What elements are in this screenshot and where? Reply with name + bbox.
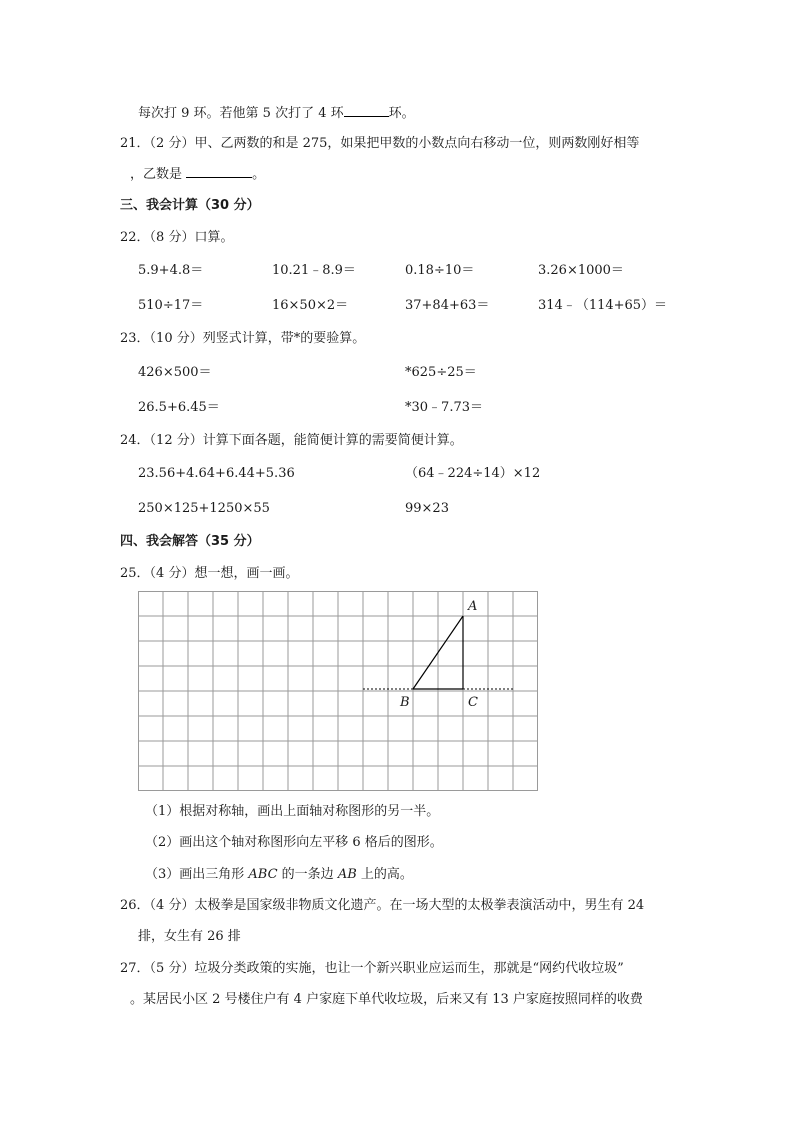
q25-sub3-before: （3）画出三角形 [145, 867, 249, 882]
q22-item-7: 37+84+63＝ [405, 298, 490, 313]
q23-item-1: 426×500＝ [138, 365, 212, 380]
section-4-title: 四、我会解答（35 分） [120, 534, 260, 549]
q22-title: 22．（8 分）口算。 [120, 230, 234, 245]
q21-line1: 21．（2 分）甲、乙两数的和是 275，如果把甲数的小数点向右移动一位，则两数刚好相等 [120, 136, 640, 151]
q21-line2 [130, 165, 265, 184]
q20-text-before: 每次打 9 环。若他第 5 次打了 4 环 [138, 106, 344, 121]
q23-item-3: 26.5+6.45＝ [138, 400, 220, 415]
q22-item-2: 10.21﹣8.9＝ [272, 263, 356, 278]
grid-lines [138, 591, 538, 791]
q26-line1: 26．（4 分）太极拳是国家级非物质文化遗产。在一场大型的太极拳表演活动中，男生有 24 [120, 898, 645, 913]
q25-sub-2: （2）画出这个轴对称图形向左平移 6 格后的图形。 [145, 835, 443, 850]
q21-answer-blank[interactable] [186, 165, 252, 178]
q24-item-2: （64﹣224÷14）×12 [405, 466, 541, 481]
q23-item-2: *625÷25＝ [405, 365, 477, 380]
q24-title: 24．（12 分）计算下面各题，能简便计算的需要简便计算。 [120, 433, 463, 448]
q21-line2-after: 。 [252, 167, 266, 182]
q24-item-1: 23.56+4.64+6.44+5.36 [138, 466, 295, 481]
section-3-title: 三、我会计算（30 分） [120, 198, 260, 213]
grid-svg [138, 591, 538, 791]
q25-sub-1: （1）根据对称轴，画出上面轴对称图形的另一半。 [145, 804, 440, 819]
q25-sub3-after: 上的高。 [356, 867, 413, 882]
q20-text-after: 环。 [388, 106, 415, 121]
q27-line1: 27．（5 分）垃圾分类政策的实施，也让一个新兴职业应运而生，那就是“网约代收垃圾” [120, 961, 624, 976]
q24-item-3: 250×125+1250×55 [138, 501, 270, 516]
q23-title: 23．（10 分）列竖式计算，带*的要验算。 [120, 331, 366, 346]
point-a-label: A [468, 599, 478, 614]
point-c-label: C [468, 695, 478, 710]
q25-sub-3 [145, 866, 413, 884]
q22-item-8: 314﹣（114+65）＝ [538, 298, 668, 313]
q22-item-1: 5.9+4.8＝ [138, 263, 204, 278]
q26-line2: 排，女生有 26 排 [138, 929, 241, 944]
q25-sub3-edge: AB [337, 867, 357, 882]
q25-grid-figure[interactable] [138, 591, 538, 791]
q22-item-6: 16×50×2＝ [272, 298, 349, 313]
q20-continuation [138, 104, 415, 123]
q21-line2-before: ，乙数是 [130, 167, 187, 182]
q22-item-5: 510÷17＝ [138, 298, 204, 313]
q23-item-4: *30﹣7.73＝ [405, 400, 483, 415]
q25-title: 25．（4 分）想一想，画一画。 [120, 566, 299, 581]
q22-item-3: 0.18÷10＝ [405, 263, 475, 278]
q27-line2: 。某居民小区 2 号楼住户有 4 户家庭下单代收垃圾，后来又有 13 户家庭按照同样的收费 [130, 992, 643, 1007]
q24-item-4: 99×23 [405, 501, 449, 516]
q20-answer-blank[interactable] [344, 104, 389, 117]
q22-item-4: 3.26×1000＝ [538, 263, 624, 278]
q25-sub3-mid: 的一条边 [277, 867, 338, 882]
q25-sub3-triangle: ABC [248, 867, 278, 882]
point-b-label: B [400, 695, 410, 710]
